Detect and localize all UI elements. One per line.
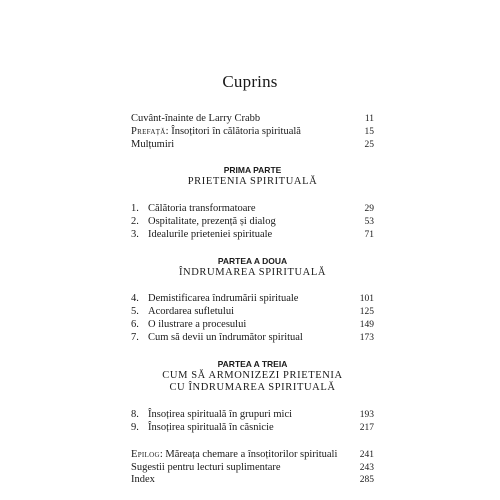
toc-entry — [131, 319, 374, 332]
toc-entry — [131, 216, 374, 229]
entry-page: 193 — [359, 410, 374, 421]
entry-label: Cuvânt-înainte de Larry Crabb — [131, 113, 261, 124]
entry-label: Însoțirea spirituală în grupuri mici — [148, 409, 293, 421]
entry-label: O ilustrare a procesului — [148, 318, 247, 330]
entry-page: 173 — [359, 332, 374, 343]
toc-entry — [131, 474, 374, 487]
toc-entry — [131, 229, 374, 242]
entry-page: 11 — [364, 114, 374, 124]
page-title: Cuprins — [222, 72, 278, 91]
toc-entry — [131, 139, 374, 152]
entry-page: 217 — [359, 422, 374, 433]
entry-label: Idealurile prieteniei spirituale — [148, 228, 273, 240]
entry-label-small-caps: Prefață — [131, 125, 166, 137]
entry-page: 53 — [364, 216, 374, 227]
chapter-number: 1. — [131, 203, 139, 215]
entry-label: Cum să devii un îndrumător spiritual — [148, 331, 303, 343]
chapter-number: 2. — [131, 215, 139, 227]
toc-entry — [131, 332, 374, 345]
chapter-number: 4. — [131, 293, 139, 305]
entry-label — [131, 449, 354, 462]
entry-label-small-caps: Epilog — [131, 448, 160, 460]
entry-label: Acordarea sufletului — [148, 306, 235, 318]
toc-entry — [131, 306, 374, 319]
part-heading: PARTEA A TREIA — [217, 358, 288, 369]
entry-label-rest: : Măreața chemare a însoțitorilor spirituali — [159, 448, 338, 460]
part-heading: PRIMA PARTE — [223, 165, 282, 176]
chapter-number: 8. — [131, 409, 139, 421]
entry-label-rest: : Însoțitori în călătoria spirituală — [165, 125, 301, 137]
part-title: PRIETENIA SPIRITUALĂ — [187, 176, 318, 188]
part-title-line-1: CUM SĂ ARMONIZEZI PRIETENIA — [162, 369, 343, 381]
entry-page: 241 — [359, 449, 374, 460]
entry-label: Index — [131, 474, 155, 486]
entry-label: Mulțumiri — [131, 138, 175, 150]
part-heading: PARTEA A DOUA — [217, 255, 288, 266]
entry-label: Călătoria transformatoare — [148, 203, 256, 215]
chapter-number: 3. — [131, 228, 139, 240]
part-title-line-2: CU ÎNDRUMAREA SPIRITUALĂ — [169, 382, 336, 394]
toc-entry — [131, 462, 374, 475]
table-of-contents — [131, 113, 374, 487]
chapter-number: 9. — [131, 421, 139, 433]
toc-entry — [131, 422, 374, 435]
entry-page: 243 — [359, 462, 374, 473]
entry-page: 149 — [359, 319, 374, 330]
chapter-number: 7. — [131, 331, 139, 343]
entry-label: Însoțirea spirituală în căsnicie — [148, 421, 274, 433]
entry-page: 25 — [364, 139, 374, 150]
toc-entry — [131, 449, 374, 462]
entry-page: 15 — [364, 126, 374, 137]
entry-label: Sugestii pentru lecturi suplimentare — [131, 461, 281, 473]
entry-label: Ospitalitate, prezență și dialog — [148, 215, 276, 227]
toc-entry — [131, 203, 374, 216]
entry-page: 101 — [359, 294, 374, 305]
entry-page: 29 — [364, 204, 374, 215]
toc-entry — [131, 293, 374, 306]
toc-entry — [131, 409, 374, 422]
entry-label: Demistificarea îndrumării spirituale — [148, 293, 299, 305]
toc-entry — [131, 126, 374, 139]
chapter-number: 5. — [131, 306, 139, 318]
entry-page: 71 — [364, 229, 374, 240]
part-title: ÎNDRUMAREA SPIRITUALĂ — [178, 266, 327, 278]
entry-page: 125 — [359, 307, 374, 318]
toc-entry — [131, 113, 374, 126]
entry-label — [131, 126, 354, 139]
chapter-number: 6. — [131, 318, 139, 330]
entry-page: 285 — [359, 475, 374, 486]
spacer — [131, 435, 374, 449]
